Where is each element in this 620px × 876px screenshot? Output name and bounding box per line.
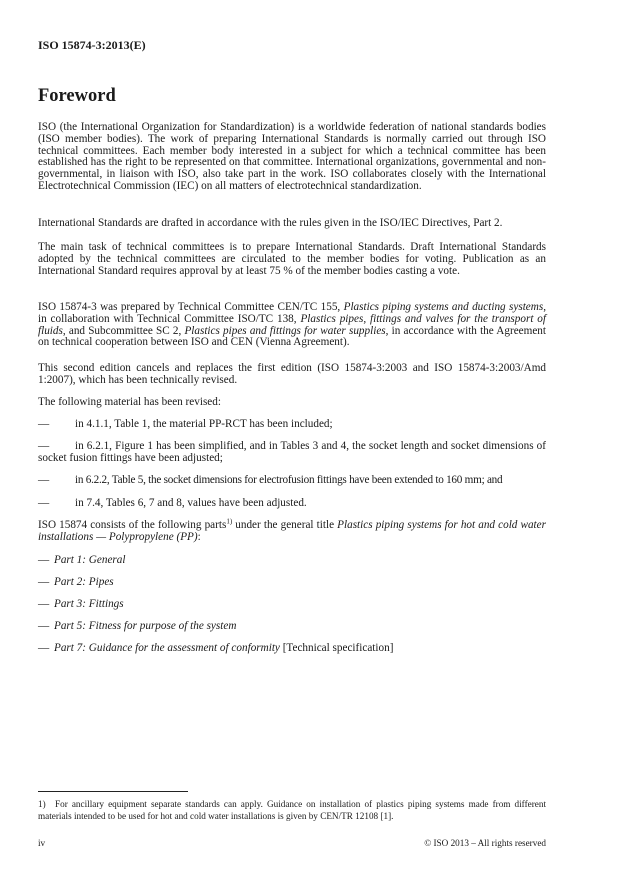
page-footer <box>38 838 546 848</box>
footnote-divider <box>38 791 188 792</box>
dash: — <box>38 418 50 430</box>
paragraph-drafting-rules: International Standards are drafted in accordance with the rules given in the ISO/IEC Directives, Part 2. <box>38 217 503 229</box>
text: under the general title <box>232 519 338 531</box>
dash: — <box>38 497 50 509</box>
text: ISO 15874-3 was prepared by Technical Committee CEN/TC 155, <box>38 301 344 313</box>
committee-title: Plastics piping systems and ducting systems <box>343 301 544 313</box>
part-item <box>38 555 546 567</box>
part-note: [Technical specification] <box>279 642 394 654</box>
revision-item <box>38 498 546 510</box>
part-item <box>38 621 546 633</box>
dash: — <box>38 576 50 588</box>
dash: — <box>38 554 50 566</box>
revision-text: in 6.2.2, Table 5, the socket dimensions for electrofusion fittings have been extended to 160 mm; and <box>75 474 503 486</box>
part-title: Part 5: Fitness for purpose of the system <box>54 620 237 632</box>
paragraph-committees: The main task of technical committees is to prepare International Standards. Draft International Standards adopted by the technical committees are circulated to the member bodies for voting. Publication as an International Standard requires approval by at least 75 % of the member bodies casting a vote. <box>38 241 546 277</box>
part-item <box>38 599 546 611</box>
dash: — <box>38 440 50 452</box>
revision-text: in 7.4, Tables 6, 7 and 8, values have been adjusted. <box>75 497 307 509</box>
footnote-ref: 1) <box>226 517 233 526</box>
text: ISO 15874 consists of the following parts <box>38 519 227 531</box>
text: : <box>197 530 201 543</box>
text: , in accordance with the Agreement on technical cooperation between ISO and CEN (Vienna Agreement). <box>38 324 547 349</box>
paragraph-edition: This second edition cancels and replaces the first edition (ISO 15874-3:2003 and ISO 15874-3:2003/Amd 1:2007), which has been technically revised. <box>38 362 546 386</box>
paragraph-prepared-by <box>38 302 546 349</box>
part-title: Part 1: General <box>54 554 126 566</box>
revision-item <box>38 419 546 431</box>
paragraph-revised-intro: The following material has been revised: <box>38 396 221 408</box>
general-title: Plastics piping systems for hot and cold water installations — Polypropylene (PP) <box>38 519 546 543</box>
dash: — <box>38 474 50 486</box>
text: , and Subcommittee SC 2, <box>62 324 185 337</box>
dash: — <box>38 642 50 654</box>
part-title: Part 3: Fittings <box>54 598 124 610</box>
footnote-marker: 1) <box>38 799 46 809</box>
revision-item <box>38 441 546 465</box>
paragraph-parts-intro <box>38 517 546 544</box>
copyright: © ISO 2013 – All rights reserved <box>424 838 546 848</box>
dash: — <box>38 598 50 610</box>
document-id-header: ISO 15874-3:2013(E) <box>38 38 146 52</box>
revision-item <box>38 475 546 487</box>
revision-text: in 6.2.1, Figure 1 has been simplified, and in Tables 3 and 4, the socket length and socket dimensions of socket fusion fittings have been adjusted; <box>38 440 546 464</box>
part-title: Part 2: Pipes <box>54 576 114 588</box>
part-title: Part 7: Guidance for the assessment of conformity <box>54 642 280 654</box>
paragraph-iso-intro: ISO (the International Organization for Standardization) is a worldwide federation of national standards bodies (ISO member bodies). The work of preparing International Standards is normally carried out through ISO technical committees. Each member body interested in a subject for which a technical committee has been established has the right to be represented on that committee. International organizations, governmental and non-governmental, in liaison with ISO, also take part in the work. ISO collaborates closely with the International Electrotechnical Commission (IEC) on all matters of electrotechnical standardization. <box>38 121 546 192</box>
revision-text: in 4.1.1, Table 1, the material PP-RCT has been included; <box>75 418 333 430</box>
committee-title: Plastics pipes, fittings and valves for the transport of fluids <box>38 312 546 337</box>
committee-title: Plastics pipes and fittings for water supplies <box>184 324 386 337</box>
page-number: iv <box>38 838 46 848</box>
footnote <box>38 799 546 822</box>
text: , in collaboration with Technical Committee ISO/TC 138, <box>38 301 547 325</box>
part-item <box>38 577 546 589</box>
part-item <box>38 643 546 655</box>
dash: — <box>38 620 50 632</box>
page-title: Foreword <box>38 86 116 106</box>
footnote-text: For ancillary equipment separate standards can apply. Guidance on installation of plastics piping systems made from different materials intended to be used for hot and cold water installations is given by CEN/TR 12108 [1]. <box>38 799 546 821</box>
